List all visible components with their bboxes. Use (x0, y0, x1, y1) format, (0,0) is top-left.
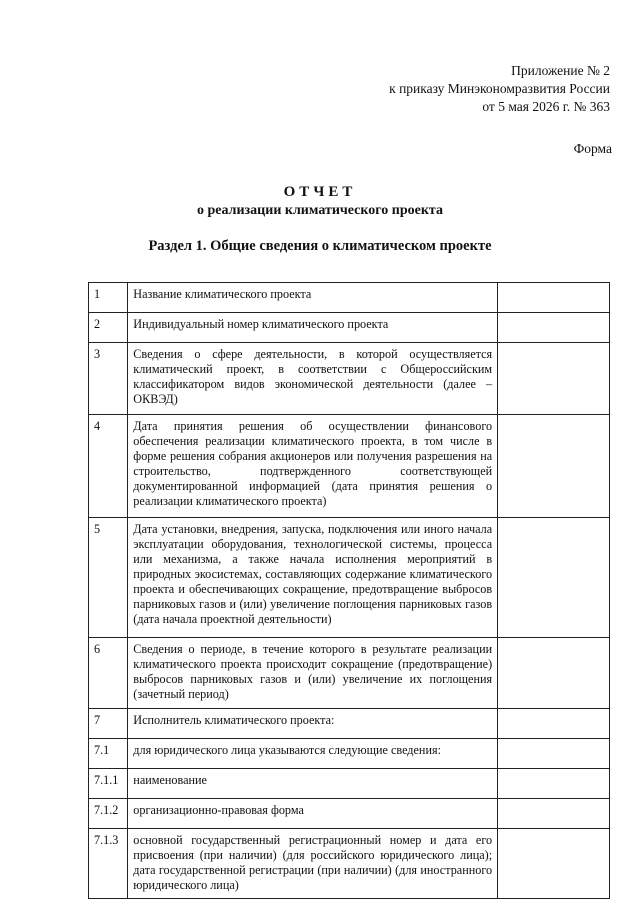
table-row (89, 769, 610, 799)
row-number: 7.1.3 (89, 829, 128, 899)
row-number: 7.1.2 (89, 799, 128, 829)
row-text: основной государственный регистрационный номер и дата его присвоения (при наличии) (для российского юридического лица); дата государственной регистрации (при наличии) (для иностранного юридического лица) (128, 829, 498, 899)
row-number: 4 (89, 415, 128, 518)
row-text: Название климатического проекта (128, 283, 498, 313)
row-text: Исполнитель климатического проекта: (128, 709, 498, 739)
report-table (88, 282, 610, 899)
row-value-cell[interactable] (498, 709, 610, 739)
table-row (89, 283, 610, 313)
appendix-date: от 5 мая 2026 г. № 363 (482, 99, 610, 114)
row-text: Сведения о сфере деятельности, в которой осуществляется климатический проект, в соответствии с Общероссийским классификатором видов экономической деятельности (далее – ОКВЭД) (128, 343, 498, 415)
row-text: Индивидуальный номер климатического проекта (128, 313, 498, 343)
appendix-number: Приложение № 2 (511, 63, 610, 78)
row-number: 1 (89, 283, 128, 313)
row-value-cell[interactable] (498, 739, 610, 769)
table-row (89, 829, 610, 899)
row-number: 7.1 (89, 739, 128, 769)
form-label: Форма (573, 141, 612, 156)
table-row (89, 739, 610, 769)
row-number: 6 (89, 638, 128, 709)
row-value-cell[interactable] (498, 283, 610, 313)
report-subtitle: о реализации климатического проекта (197, 203, 443, 218)
table-row (89, 709, 610, 739)
row-value-cell[interactable] (498, 313, 610, 343)
row-number: 7.1.1 (89, 769, 128, 799)
row-text: для юридического лица указываются следующие сведения: (128, 739, 498, 769)
row-number: 7 (89, 709, 128, 739)
table-row (89, 313, 610, 343)
row-value-cell[interactable] (498, 343, 610, 415)
row-text: наименование (128, 769, 498, 799)
table-row (89, 638, 610, 709)
row-text: организационно-правовая форма (128, 799, 498, 829)
table-row (89, 415, 610, 518)
section-title: Раздел 1. Общие сведения о климатическом проекте (148, 238, 492, 254)
appendix-order: к приказу Минэкономразвития России (389, 81, 610, 96)
row-text: Дата установки, внедрения, запуска, подключения или иного начала эксплуатации оборудования, технологической системы, процесса или механизма, а также начала исполнения мероприятий в природных экосистемах, составляющих содержание климатического проекта и обеспечивающих сокращение, предотвращение выбросов парниковых газов и (или) увеличение поглощения парниковых газов (дата начала проектной деятельности) (128, 518, 498, 638)
table-row (89, 799, 610, 829)
report-title: ОТЧЕТ (283, 184, 357, 200)
row-number: 2 (89, 313, 128, 343)
row-value-cell[interactable] (498, 799, 610, 829)
row-value-cell[interactable] (498, 829, 610, 899)
appendix-header (330, 62, 610, 116)
table-row (89, 343, 610, 415)
row-value-cell[interactable] (498, 518, 610, 638)
table-row (89, 518, 610, 638)
row-text: Дата принятия решения об осуществлении финансового обеспечения реализации климатического проекта, в том числе в форме решения собрания акционеров или получения разрешения на строительство, подтвержденного соответствующей документированной информацией (дата принятия решения о реализации климатического проекта) (128, 415, 498, 518)
row-value-cell[interactable] (498, 769, 610, 799)
row-value-cell[interactable] (498, 638, 610, 709)
row-text: Сведения о периоде, в течение которого в результате реализации климатического проекта происходит сокращение (предотвращение) выбросов парниковых газов и (или) увеличение их поглощения (зачетный период) (128, 638, 498, 709)
row-number: 5 (89, 518, 128, 638)
row-value-cell[interactable] (498, 415, 610, 518)
row-number: 3 (89, 343, 128, 415)
